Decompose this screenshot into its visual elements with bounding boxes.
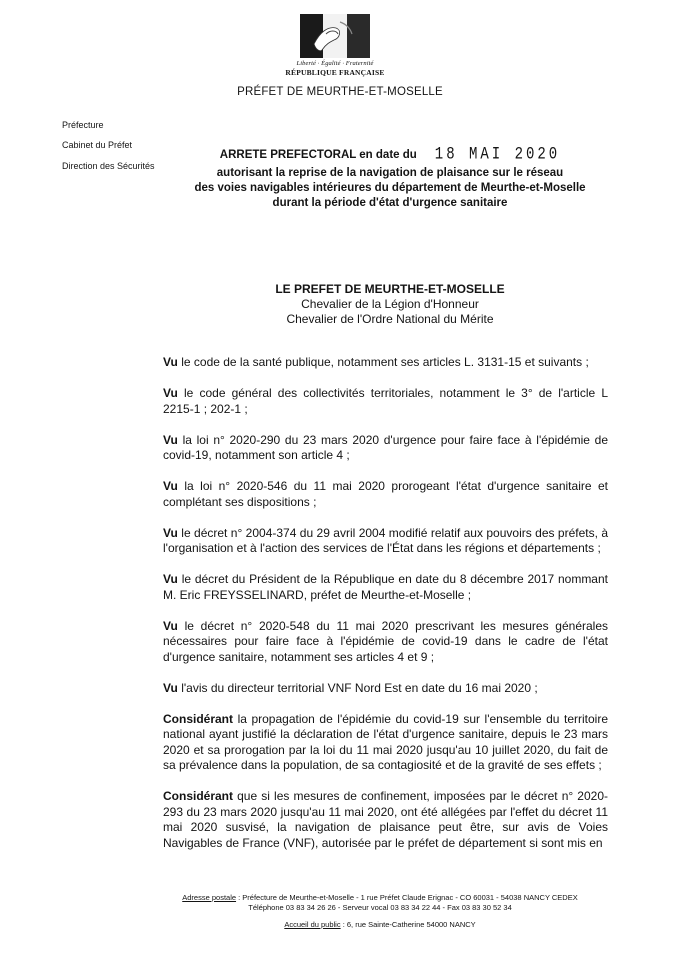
visa-paragraph bbox=[163, 526, 608, 557]
paragraph-text: le décret du Président de la République en date du 8 décembre 2017 nommant M. Eric FREYSSELINARD, préfet de Meurthe-et-Moselle ; bbox=[163, 572, 608, 602]
visa-paragraph bbox=[163, 355, 608, 371]
visa-paragraph bbox=[163, 572, 608, 603]
visa-paragraph bbox=[163, 433, 608, 464]
considerant-paragraph bbox=[163, 712, 608, 774]
decree-subject-line-3: durant la période d'état d'urgence sanitaire bbox=[272, 197, 508, 209]
paragraph-text: la loi n° 2020-546 du 11 mai 2020 prorogeant l'état d'urgence sanitaire et complétant ses dispositions ; bbox=[163, 479, 608, 509]
considerant-paragraph bbox=[163, 789, 608, 851]
footer-public-label: Accueil du public bbox=[284, 920, 341, 929]
decree-subject-line-1: autorisant la reprise de la navigation de plaisance sur le réseau bbox=[216, 167, 564, 179]
republic-name: RÉPUBLIQUE FRANÇAISE bbox=[285, 68, 385, 77]
decree-title-prefix: ARRETE PREFECTORAL en date du bbox=[219, 149, 417, 161]
paragraph-text: l'avis du directeur territorial VNF Nord Est en date du 16 mai 2020 ; bbox=[177, 680, 538, 695]
paragraph-lead: Vu bbox=[163, 386, 178, 400]
decree-title-line bbox=[150, 144, 630, 165]
paragraph-lead: Vu bbox=[163, 355, 178, 369]
prefect-title-merite: Chevalier de l'Ordre National du Mérite bbox=[286, 312, 494, 326]
republic-motto: Liberté · Égalité · Fraternité bbox=[296, 60, 374, 67]
footer-postal-label: Adresse postale bbox=[182, 893, 237, 902]
paragraph-text: la propagation de l'épidémie du covid-19 sur l'ensemble du territoire national ayant justifié la déclaration de l'état d'urgence sanitaire, depuis le 23 mars 2020 et sa prorogation par la loi du 11 mai 2020 jusqu'au 10 juillet 2020, du fait de sa prévalence dans la population, de sa contagiosité et de la gravité de ses effets ; bbox=[163, 711, 608, 772]
paragraph-lead: Vu bbox=[163, 525, 178, 540]
visa-paragraph bbox=[163, 681, 608, 697]
paragraph-text: le code général des collectivités territoriales, notamment le 3° de l'article L 2215-1 ; 202-1 ; bbox=[163, 386, 608, 416]
paragraph-lead: Vu bbox=[163, 432, 178, 447]
prefect-title-legion: Chevalier de la Légion d'Honneur bbox=[301, 297, 479, 311]
paragraph-text: le décret n° 2004-374 du 29 avril 2004 modifié relatif aux pouvoirs des préfets, à l'organisation et à l'action des services de l'État dans les régions et départements ; bbox=[163, 525, 608, 555]
footer-phone: Téléphone 03 83 34 26 26 - Serveur vocal 03 83 34 22 44 - Fax 03 83 30 52 34 bbox=[248, 903, 512, 912]
paragraph-lead: Vu bbox=[163, 572, 178, 586]
paragraph-text: que si les mesures de confinement, imposées par le décret n° 2020-293 du 23 mars 2020 jusqu'au 11 mai 2020, ont été allégées par l'effet du décret 11 mai 2020 susvisé, la navigation de plaisance peut être, sur avis de Voies Navigables de France (VNF), autorisée par le préfet de département si sont mis en bbox=[163, 789, 608, 850]
paragraph-text: la loi n° 2020-290 du 23 mars 2020 d'urgence pour faire face à l'épidémie de covid-19, notamment son article 4 ; bbox=[163, 432, 608, 462]
prefet-header: PRÉFET DE MEURTHE-ET-MOSELLE bbox=[237, 86, 443, 98]
marianne-emblem-icon bbox=[300, 14, 370, 58]
paragraph-text: le décret n° 2020-548 du 11 mai 2020 prescrivant les mesures générales nécessaires pour faire face à l'épidémie de covid-19 dans le cadre de l'état d'urgence sanitaire, notamment ses articles 4 et 9 ; bbox=[163, 618, 608, 664]
visa-paragraph bbox=[163, 386, 608, 417]
visa-paragraph bbox=[163, 479, 608, 510]
prefect-name: LE PREFET DE MEURTHE-ET-MOSELLE bbox=[275, 282, 505, 296]
decree-subject-line-2: des voies navigables intérieures du département de Meurthe-et-Moselle bbox=[194, 182, 586, 194]
paragraph-lead: Considérant bbox=[163, 789, 234, 803]
service-cabinet: Cabinet du Préfet bbox=[62, 140, 133, 150]
decree-title bbox=[150, 144, 630, 211]
decree-body bbox=[163, 355, 608, 867]
decree-date-stamp: 18 MAI 2020 bbox=[434, 144, 561, 165]
footer-public-text: : 6, rue Sainte-Catherine 54000 NANCY bbox=[340, 920, 476, 929]
paragraph-lead: Vu bbox=[163, 479, 178, 493]
paragraph-lead: Vu bbox=[163, 618, 178, 633]
footer-postal-address bbox=[150, 893, 610, 903]
footer-public-reception bbox=[150, 920, 610, 930]
paragraph-text: le code de la santé publique, notamment ses articles L. 3131-15 et suivants ; bbox=[177, 355, 589, 369]
paragraph-lead: Considérant bbox=[163, 711, 234, 726]
footer-postal-text: : Préfecture de Meurthe-et-Moselle - 1 rue Préfet Claude Erignac - CO 60031 - 54038 NANCY CEDEX bbox=[236, 893, 578, 902]
page-footer bbox=[150, 893, 610, 930]
service-prefecture: Préfecture bbox=[62, 120, 104, 130]
visa-paragraph bbox=[163, 619, 608, 666]
paragraph-lead: Vu bbox=[163, 680, 178, 695]
service-securites: Direction des Sécurités bbox=[62, 161, 155, 171]
prefect-block bbox=[220, 282, 560, 327]
marianne-logo bbox=[280, 14, 390, 77]
